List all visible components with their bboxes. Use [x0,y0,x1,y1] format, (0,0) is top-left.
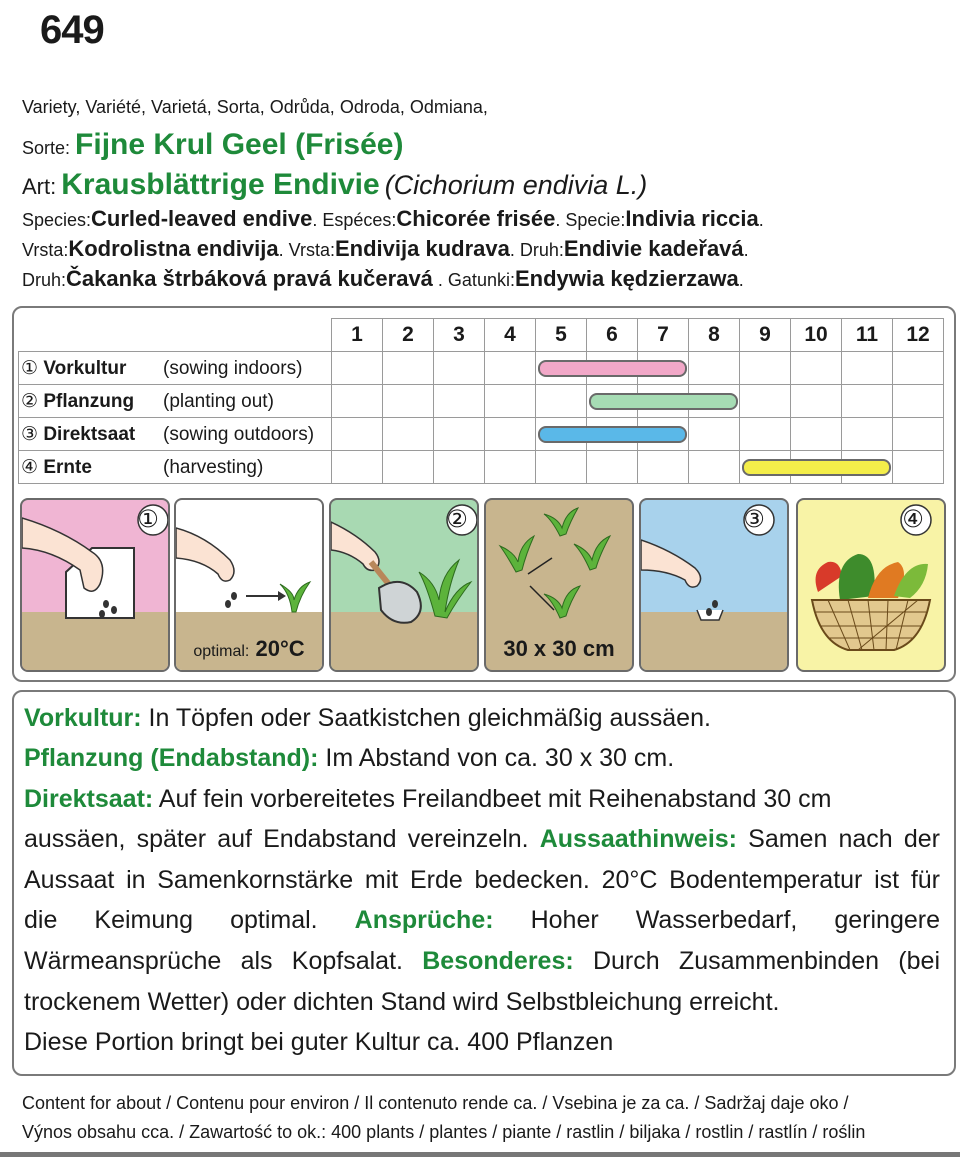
panel-planting-out [329,498,479,672]
sorte-name: Fijne Krul Geel (Frisée) [75,128,404,161]
month-cell: 3 [434,319,485,352]
month-cell: 5 [536,319,587,352]
spacing-caption: 30 x 30 cm [503,636,615,661]
step-badge: ① [137,506,159,533]
sorte-label: Sorte: [22,138,71,158]
species-label: . Espéces: [312,210,397,230]
species-label: . Specie: [555,210,626,230]
bottom-border [0,1152,960,1157]
species-name: Indivia riccia [625,206,759,231]
instruction-line: Diese Portion bringt bei guter Kultur ca. 400 Pflanzen [24,1028,614,1056]
instruction-line: Pflanzung (Endabstand): Im Abstand von ca. 30 x 30 cm. [24,744,675,772]
species-line-1 [22,206,764,232]
species-name: Endivija kudrava [334,236,510,261]
month-cell: 7 [638,319,689,352]
panel-temperature [174,498,324,672]
month-cell: 6 [587,319,638,352]
species-label: . Druh: [509,240,564,260]
instruction-line: Direktsaat: Auf fein vorbereitetes Freilandbeet mit Reihenabstand 30 cm [24,785,832,813]
panel-harvesting [796,498,946,672]
species-name: Curled-leaved endive [91,206,313,231]
species-line-2 [22,236,749,262]
calendar-period-bar [538,360,687,377]
month-cell: 11 [842,319,893,352]
month-cell: 12 [893,319,944,352]
month-cell: 8 [689,319,740,352]
species-label: Vrsta: [22,240,69,260]
panel-spacing [484,498,634,672]
art-label: Art: [22,174,57,199]
step-badge: ③ [743,506,765,533]
species-label: . Vrsta: [278,240,335,260]
species-name: Endywia kędzierzawa [514,266,739,291]
product-code: 649 [40,8,104,52]
calendar-row [19,418,944,451]
art-line [22,168,647,202]
footer-line-1: Content for about / Contenu pour environ / Il contenuto rende ca. / Vsebina je za ca. / Sadržaj daje oko / [22,1093,849,1113]
panel-sowing-indoors [20,498,170,672]
calendar-row [19,385,944,418]
art-name: Krausblättrige Endivie [61,168,380,201]
species-line-3 [22,266,744,292]
calendar-row-label: ③ Direktsaat (sowing outdoors) [19,418,332,451]
species-label: . [738,270,744,290]
species-label: Druh: [22,270,67,290]
month-cell: 1 [332,319,383,352]
step-badge: ④ [902,506,924,533]
instruction-line: Aussaat in Samenkornstärke mit Erde bedecken. 20°C Bodentemperatur ist für [24,866,940,894]
instruction-line: aussäen, später auf Endabstand vereinzeln. Aussaathinweis: Samen nach der [24,825,940,853]
species-name: Kodrolistna endivija [68,236,279,261]
species-label: Species: [22,210,92,230]
footer-line-2: Výnos obsahu cca. / Zawartość to ok.: 400 plants / plantes / piante / rastlin / biljaka / rostlin / rastlín / roślin [22,1122,866,1142]
art-latin: (Cichorium endivia L.) [384,170,648,200]
month-header-row [19,319,944,352]
calendar-row-label: ② Pflanzung (planting out) [19,385,332,418]
instruction-line: Vorkultur: In Töpfen oder Saatkistchen gleichmäßig aussäen. [24,704,711,732]
calendar-row [19,352,944,385]
species-label: . [758,210,764,230]
step-badge: ② [446,506,468,533]
instruction-line: die Keimung optimal. Ansprüche: Hoher Wasserbedarf, geringere [24,906,940,934]
variety-line: Variety, Variété, Varietá, Sorta, Odrůda, Odroda, Odmiana, [22,97,488,117]
temperature-caption: optimal: 20°C [193,636,305,661]
calendar-period-bar [538,426,687,443]
month-cell: 10 [791,319,842,352]
species-label: . Gatunki: [432,270,515,290]
calendar-period-bar [589,393,738,410]
sorte-line [22,128,403,162]
species-label: . [743,240,749,260]
month-cell: 4 [485,319,536,352]
instruction-line: Wärmeansprüche als Kopfsalat. Besonderes: Durch Zusammenbinden (bei [24,947,940,975]
panel-sowing-outdoors [639,498,789,672]
month-cell: 9 [740,319,791,352]
calendar-row-label: ① Vorkultur (sowing indoors) [19,352,332,385]
species-name: Čakanka štrbáková pravá kučeravá [66,266,433,291]
species-name: Endivie kadeřavá [563,236,744,261]
calendar-row-label: ④ Ernte (harvesting) [19,451,332,484]
month-cell: 2 [383,319,434,352]
calendar-period-bar [742,459,891,476]
species-name: Chicorée frisée [396,206,556,231]
instruction-line: trockenem Wetter) oder dichten Stand wird Selbstbleichung erreicht. [24,988,780,1016]
